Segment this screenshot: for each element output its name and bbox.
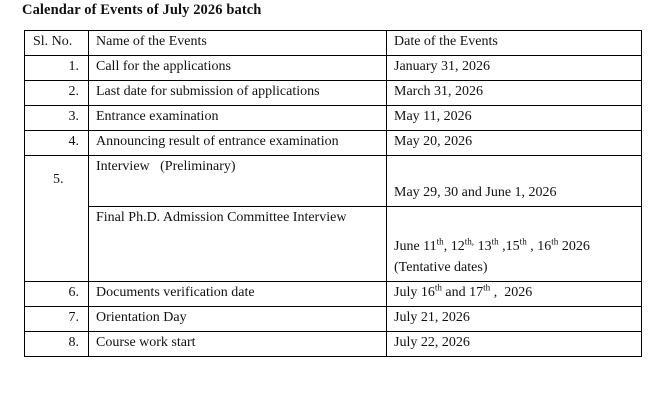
row-event-name-label: Orientation Day [96,310,187,325]
row-serial-cell [25,81,89,106]
row-event-date-cell [387,81,642,106]
row-serial-cell [25,307,89,332]
table-row [25,81,642,106]
row-event-date-cell [387,131,642,156]
row-event-date-cell [387,282,642,307]
row-serial-label: 7. [68,310,79,325]
column-header-sl-no [25,31,89,56]
row-event-date-cell [387,56,642,81]
row-event-date-label: May 29, 30 and June 1, 2026 [394,185,557,201]
row-event-date-cell [387,332,642,357]
row-event-date-label-line2: (Tentative dates) [394,260,488,276]
date-segment: , 2026 [490,285,533,300]
row-event-name-label: Last date for submission of applications [96,84,320,99]
row-serial-label: 5. [53,172,64,187]
row-serial-cell [25,282,89,307]
row-event-date-cell [387,307,642,332]
date-segment: June 11 [394,238,437,254]
table-row [25,332,642,357]
calendar-of-events-table [24,30,642,357]
row-serial-label: 1. [68,59,79,74]
ordinal-suffix: th [436,235,444,246]
table-row [25,282,642,307]
row-event-name-cell [89,56,387,81]
page-title: Calendar of Events of July 2026 batch [22,2,262,18]
table-row [25,106,642,131]
table-header-row [25,31,642,56]
row-event-date-label: May 11, 2026 [394,109,472,124]
row-event-name-cell [89,156,387,207]
row-event-date-label: July 22, 2026 [394,335,470,350]
row-serial-label: 3. [68,109,79,124]
row-serial-cell-merged [25,156,89,282]
row-serial-cell [25,332,89,357]
row-serial-cell [25,131,89,156]
row-event-date-label: May 20, 2026 [394,134,473,149]
row-event-name-cell [89,131,387,156]
ordinal-suffix: th [551,235,559,246]
date-segment: 2026 [558,238,590,254]
table-row [25,307,642,332]
date-segment: 13 [474,238,492,254]
ordinal-suffix: th [519,235,527,246]
row-event-name-label: Documents verification date [96,285,255,300]
row-event-name-label: Interview (Preliminary) [96,159,236,174]
table-row [25,56,642,81]
row-event-name-cell [89,207,387,282]
row-event-name-label: Final Ph.D. Admission Committee Interview [96,210,347,225]
row-serial-cell [25,56,89,81]
row-event-date-stack [387,207,641,281]
ordinal-suffix: th, [464,235,475,246]
row-serial-label: 4. [68,134,79,149]
row-serial-label: 6. [68,285,79,300]
row-event-date-cell [387,156,642,207]
table-row [25,131,642,156]
date-segment: ,15 [498,238,520,254]
row-event-date-label [387,282,641,303]
row-serial-cell [25,106,89,131]
ordinal-suffix: th [491,235,499,246]
column-header-name-of-events-label: Name of the Events [96,34,207,49]
row-event-date-cell [387,207,642,282]
row-event-name-cell [89,282,387,307]
row-event-date-stack [387,156,641,206]
row-event-date-label: March 31, 2026 [394,84,484,99]
row-event-name-label: Announcing result of entrance examination [96,134,339,149]
row-event-date-cell [387,106,642,131]
row-event-name-cell [89,81,387,106]
row-serial-label: 8. [68,335,79,350]
row-event-date-label: July 21, 2026 [394,310,470,325]
date-segment: July 16 [394,285,435,300]
column-header-name-of-events [89,31,387,56]
row-event-name-cell [89,106,387,131]
row-event-name-label: Entrance examination [96,109,219,124]
row-event-date-label-line1 [394,236,637,258]
date-segment: and 17 [441,285,484,300]
row-event-name-cell [89,332,387,357]
table-row-interview-preliminary [25,156,642,207]
column-header-date-of-events-label: Date of the Events [394,34,498,49]
ordinal-suffix: th [434,282,442,293]
ordinal-suffix: th [483,282,491,293]
row-event-name-cell [89,307,387,332]
row-event-name-label: Call for the applications [96,59,231,74]
row-event-name-label: Course work start [96,335,196,350]
column-header-date-of-events [387,31,642,56]
date-segment: , 12 [443,238,465,254]
column-header-sl-no-label: Sl. No. [33,34,73,49]
table-row-final-committee-interview [25,207,642,282]
row-serial-label: 2. [68,84,79,99]
date-segment: , 16 [526,238,552,254]
row-event-date-label: January 31, 2026 [394,59,491,74]
